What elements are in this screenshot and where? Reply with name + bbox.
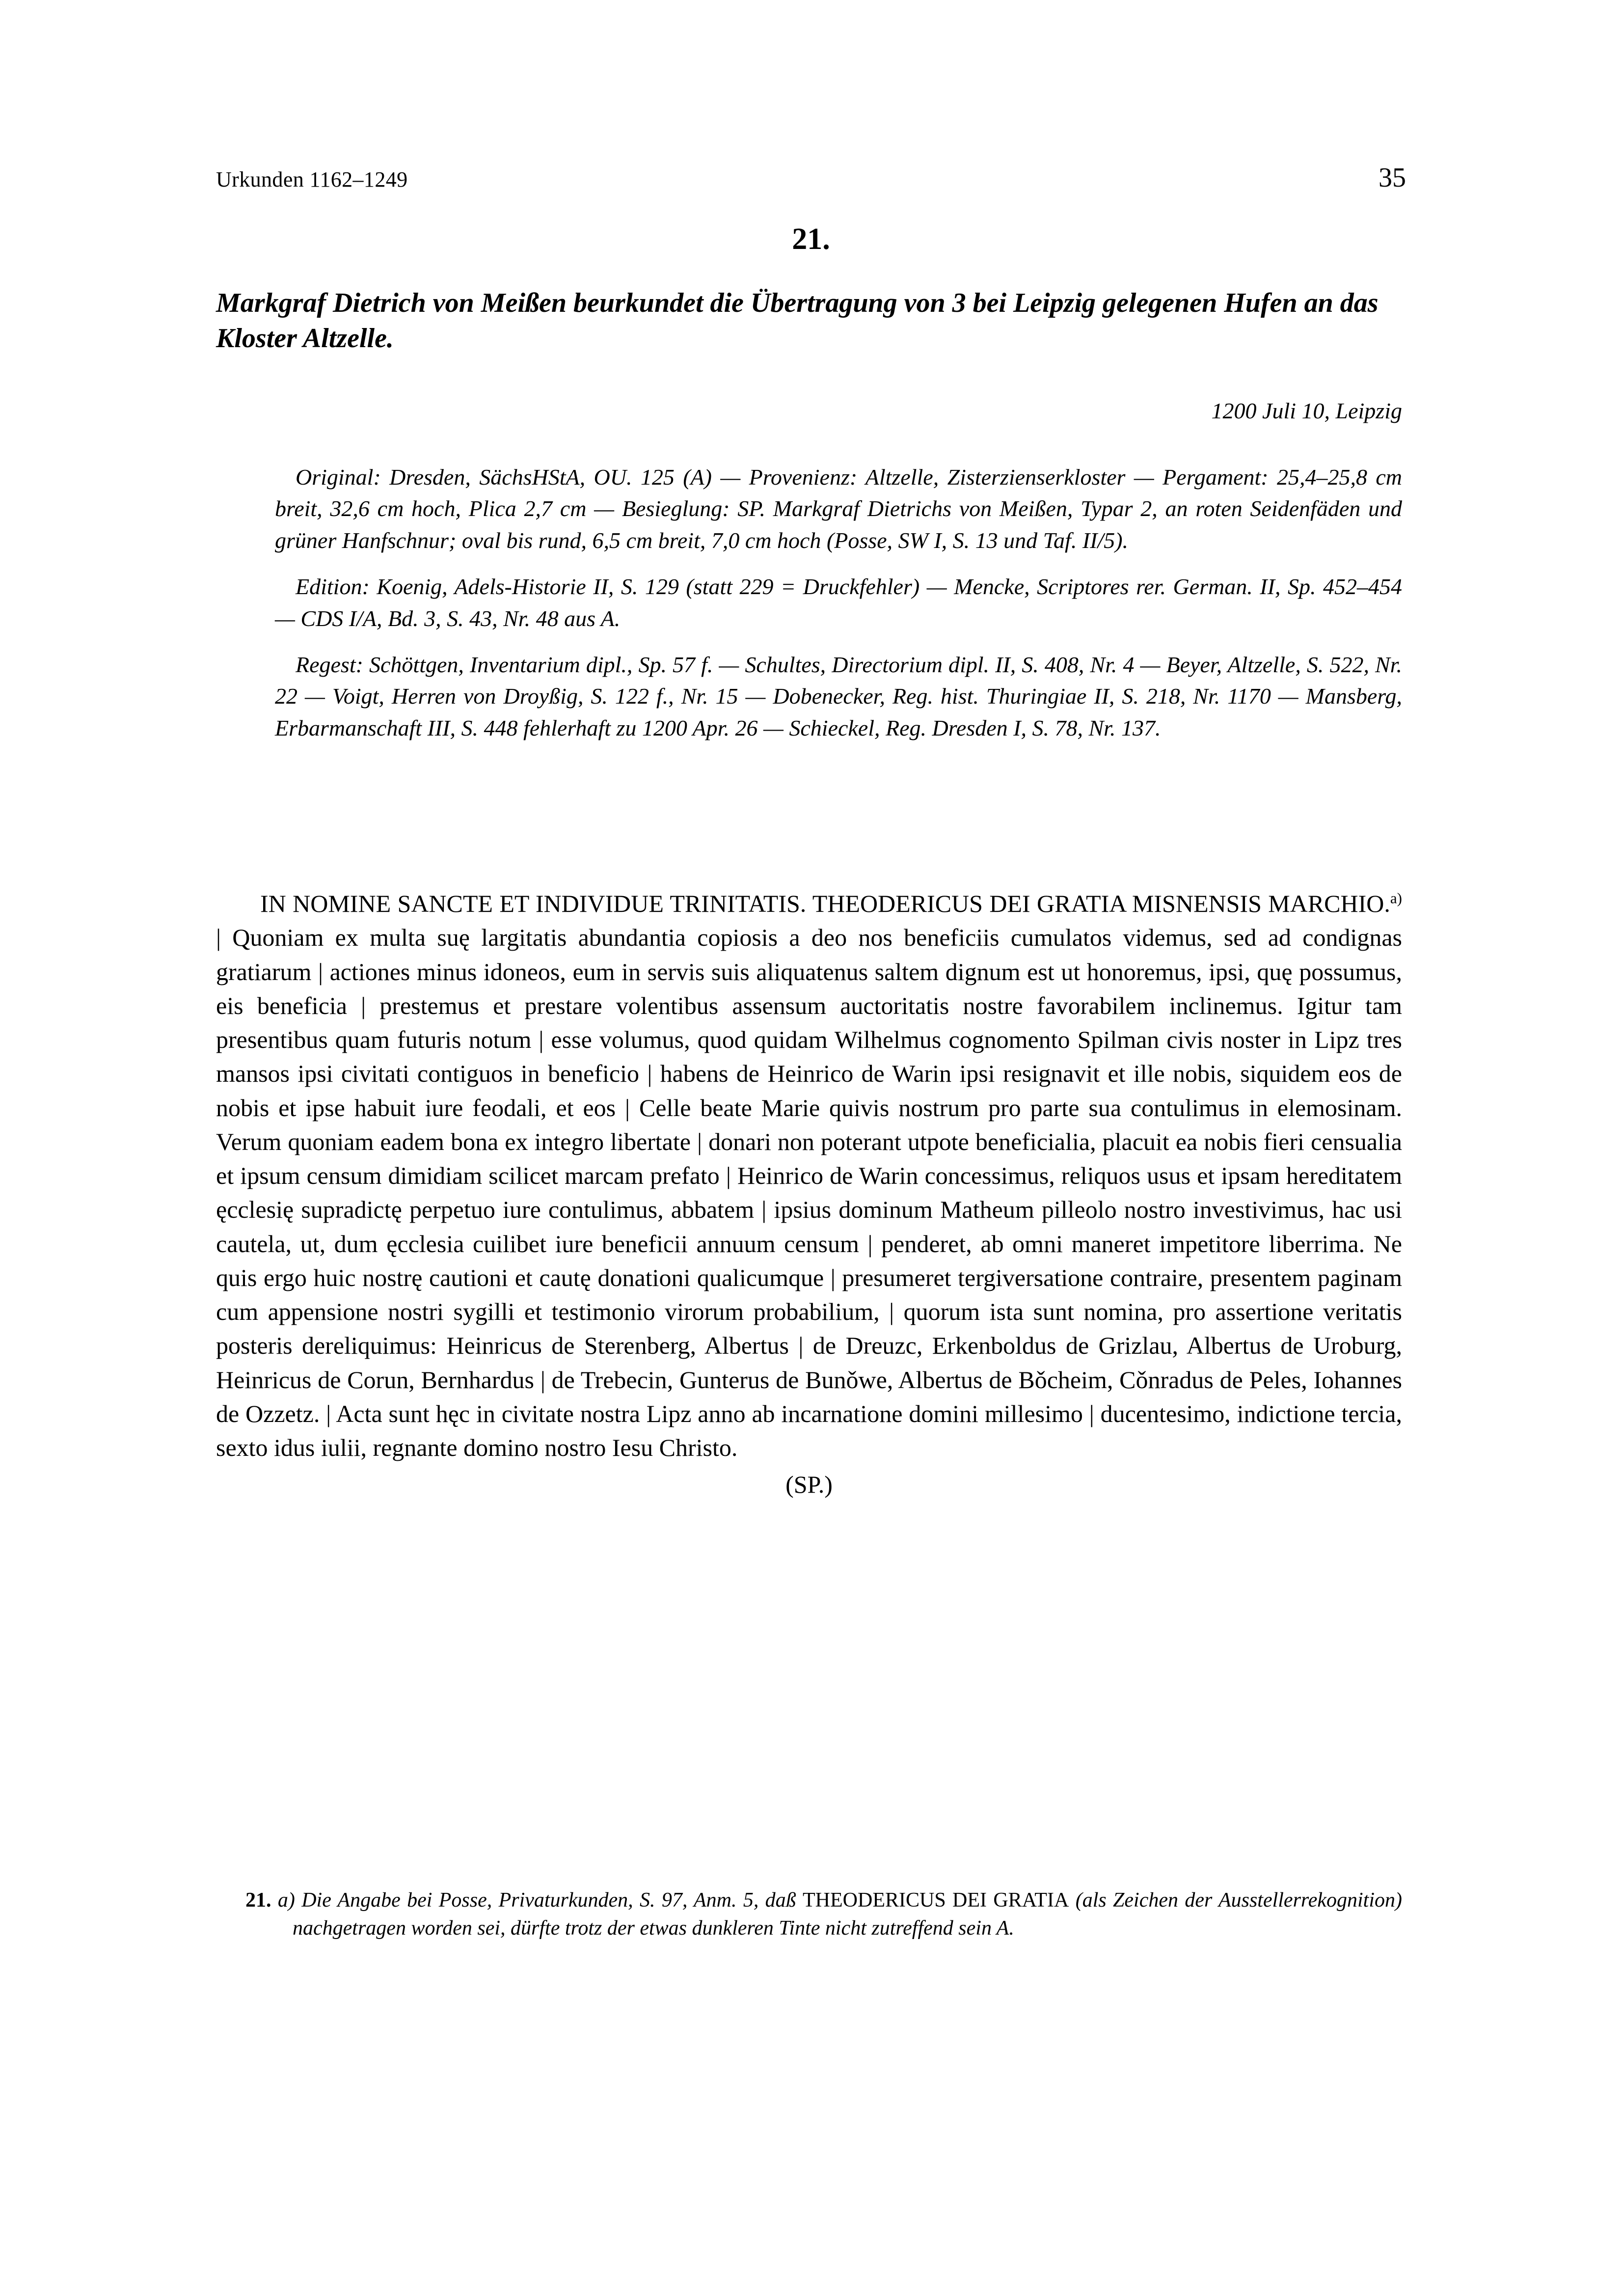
footnote-section: [245, 1866, 1402, 1963]
seal-notice: (SP.): [785, 1471, 833, 1499]
apparatus-section: [275, 462, 1402, 744]
footnote-text-part-1: a) Die Angabe bei Posse, Privaturkunden, S. 97, Anm. 5, daß: [277, 1889, 803, 1912]
apparatus-regest: Regest: Schöttgen, Inventarium dipl., Sp. 57 f. — Schultes, Directorium dipl. II, S. 408, Nr. 4 — Beyer, Altzelle, S. 522, Nr. 22 — Voigt, Herren von Droyßig, S. 122 f., Nr. 15 — Dobenecker, Reg. hist. Thuringiae II, S. 218, Nr. 1170 — Mansberg, Erbarmanschaft III, S. 448 fehlerhaft zu 1200 Apr. 26 — Schieckel, Reg. Dresden I, S. 78, Nr. 137.: [275, 652, 1402, 740]
running-head: [216, 162, 1406, 196]
charter-protocol: IN NOMINE SANCTE ET INDIVIDUE TRINITATIS. THEODERICUS DEI GRATIA MISNENSIS MARCHIO.: [260, 890, 1390, 917]
footnote-text-upright: THEODERICUS DEI GRATIA: [803, 1889, 1069, 1912]
page-number: 35: [1379, 163, 1406, 193]
footnote-text-part-2: (als Zeichen der Ausstellerrekognition) nachgetragen worden sei, dürfte trotz der etwas dunkleren Tinte nicht zutreffend sein A.: [293, 1889, 1402, 1940]
regest-heading: Markgraf Dietrich von Meißen beurkundet die Übertragung von 3 bei Leipzig gelegenen Hufen an das Kloster Altzelle.: [216, 288, 1379, 354]
charter-number: 21.: [792, 222, 830, 256]
apparatus-original: Original: Dresden, SächsHStA, OU. 125 (A) — Provenienz: Altzelle, Zisterzienserkloster — Pergament: 25,4–25,8 cm breit, 32,6 cm hoch, Plica 2,7 cm — Besieglung: SP. Markgraf Dietrichs von Meißen, Typar 2, an roten Seidenfäden und grüner Hanfschnur; oval bis rund, 6,5 cm breit, 7,0 cm hoch (Posse, SW I, S. 13 und Taf. II/5).: [275, 465, 1402, 553]
footnote-charter-number: 21.: [245, 1889, 278, 1912]
charter-body: [216, 887, 1402, 1502]
running-head-title: Urkunden 1162–1249: [216, 167, 408, 191]
charter-main-text: | Quoniam ex multa suę largitatis abundantia copiosis a deo nos beneficiis cumulatos videmus, sed ad condignas gratiarum | actiones minus idoneos, eum in servis suis aliquatenus saltem dignum est ut honoremus, ipsi, quę possumus, eis beneficia | prestemus et prestare volentibus assensum auctoritatis nostre favorabilem inclinemus. Igitur tam presentibus quam futuris notum | esse volumus, quod quidam Wilhelmus cognomento Spilman civis noster in Lipz tres mansos ipsi civitati contiguos in beneficio | habens de Heinrico de Warin ipsi resignavit et ille nobis, siquidem eos de nobis et ipse habuit iure feodali, et eos | Celle beate Marie quivis nostrum pro parte sua contulimus in elemosinam. Verum quoniam eadem bona ex integro libertate | donari non poterant utpote beneficialia, placuit ea nobis fieri censualia et ipsum censum dimidiam scilicet marcam prefato | Heinrico de Warin concessimus, reliquos usus et ipsam hereditatem ęcclesię supradictę perpetuo iure contulimus, abbatem | ipsius dominum Matheum pilleolo nostro investivimus, hac usi cautela, ut, dum ęcclesia cuilibet iure beneficii annuum censum | penderet, ab omni maneret impetitore liberrima. Ne quis ergo huic nostrę cautioni et cautę donationi qualicumque | presumeret tergiversatione contraire, presentem paginam cum appensione nostri sygilli et testimonio virorum probabilium, | quorum ista sunt nomina, pro assertione veritatis posteris dereliquimus: Heinricus de Sterenberg, Albertus | de Dreuzc, Erkenboldus de Grizlau, Albertus de Uroburg, Heinricus de Corun, Bernhardus | de Trebecin, Gunterus de Bunǒwe, Albertus de Bǒcheim, Cǒnradus de Peles, Iohannes de Ozzetz. | Acta sunt hęc in civitate nostra Lipz anno ab incarnatione domini millesimo | ducentesimo, indictione tercia, sexto idus iulii, regnante domino nostro Iesu Christo.: [216, 924, 1402, 1461]
footnote-marker-a: a): [1390, 889, 1402, 907]
date-line: 1200 Juli 10, Leipzig: [1211, 398, 1402, 423]
apparatus-edition: Edition: Koenig, Adels-Historie II, S. 129 (statt 229 = Druckfehler) — Mencke, Scriptores rer. German. II, Sp. 452–454 — CDS I/A, Bd. 3, S. 43, Nr. 48 aus A.: [275, 574, 1402, 631]
footnote-a: [245, 1886, 1402, 1942]
